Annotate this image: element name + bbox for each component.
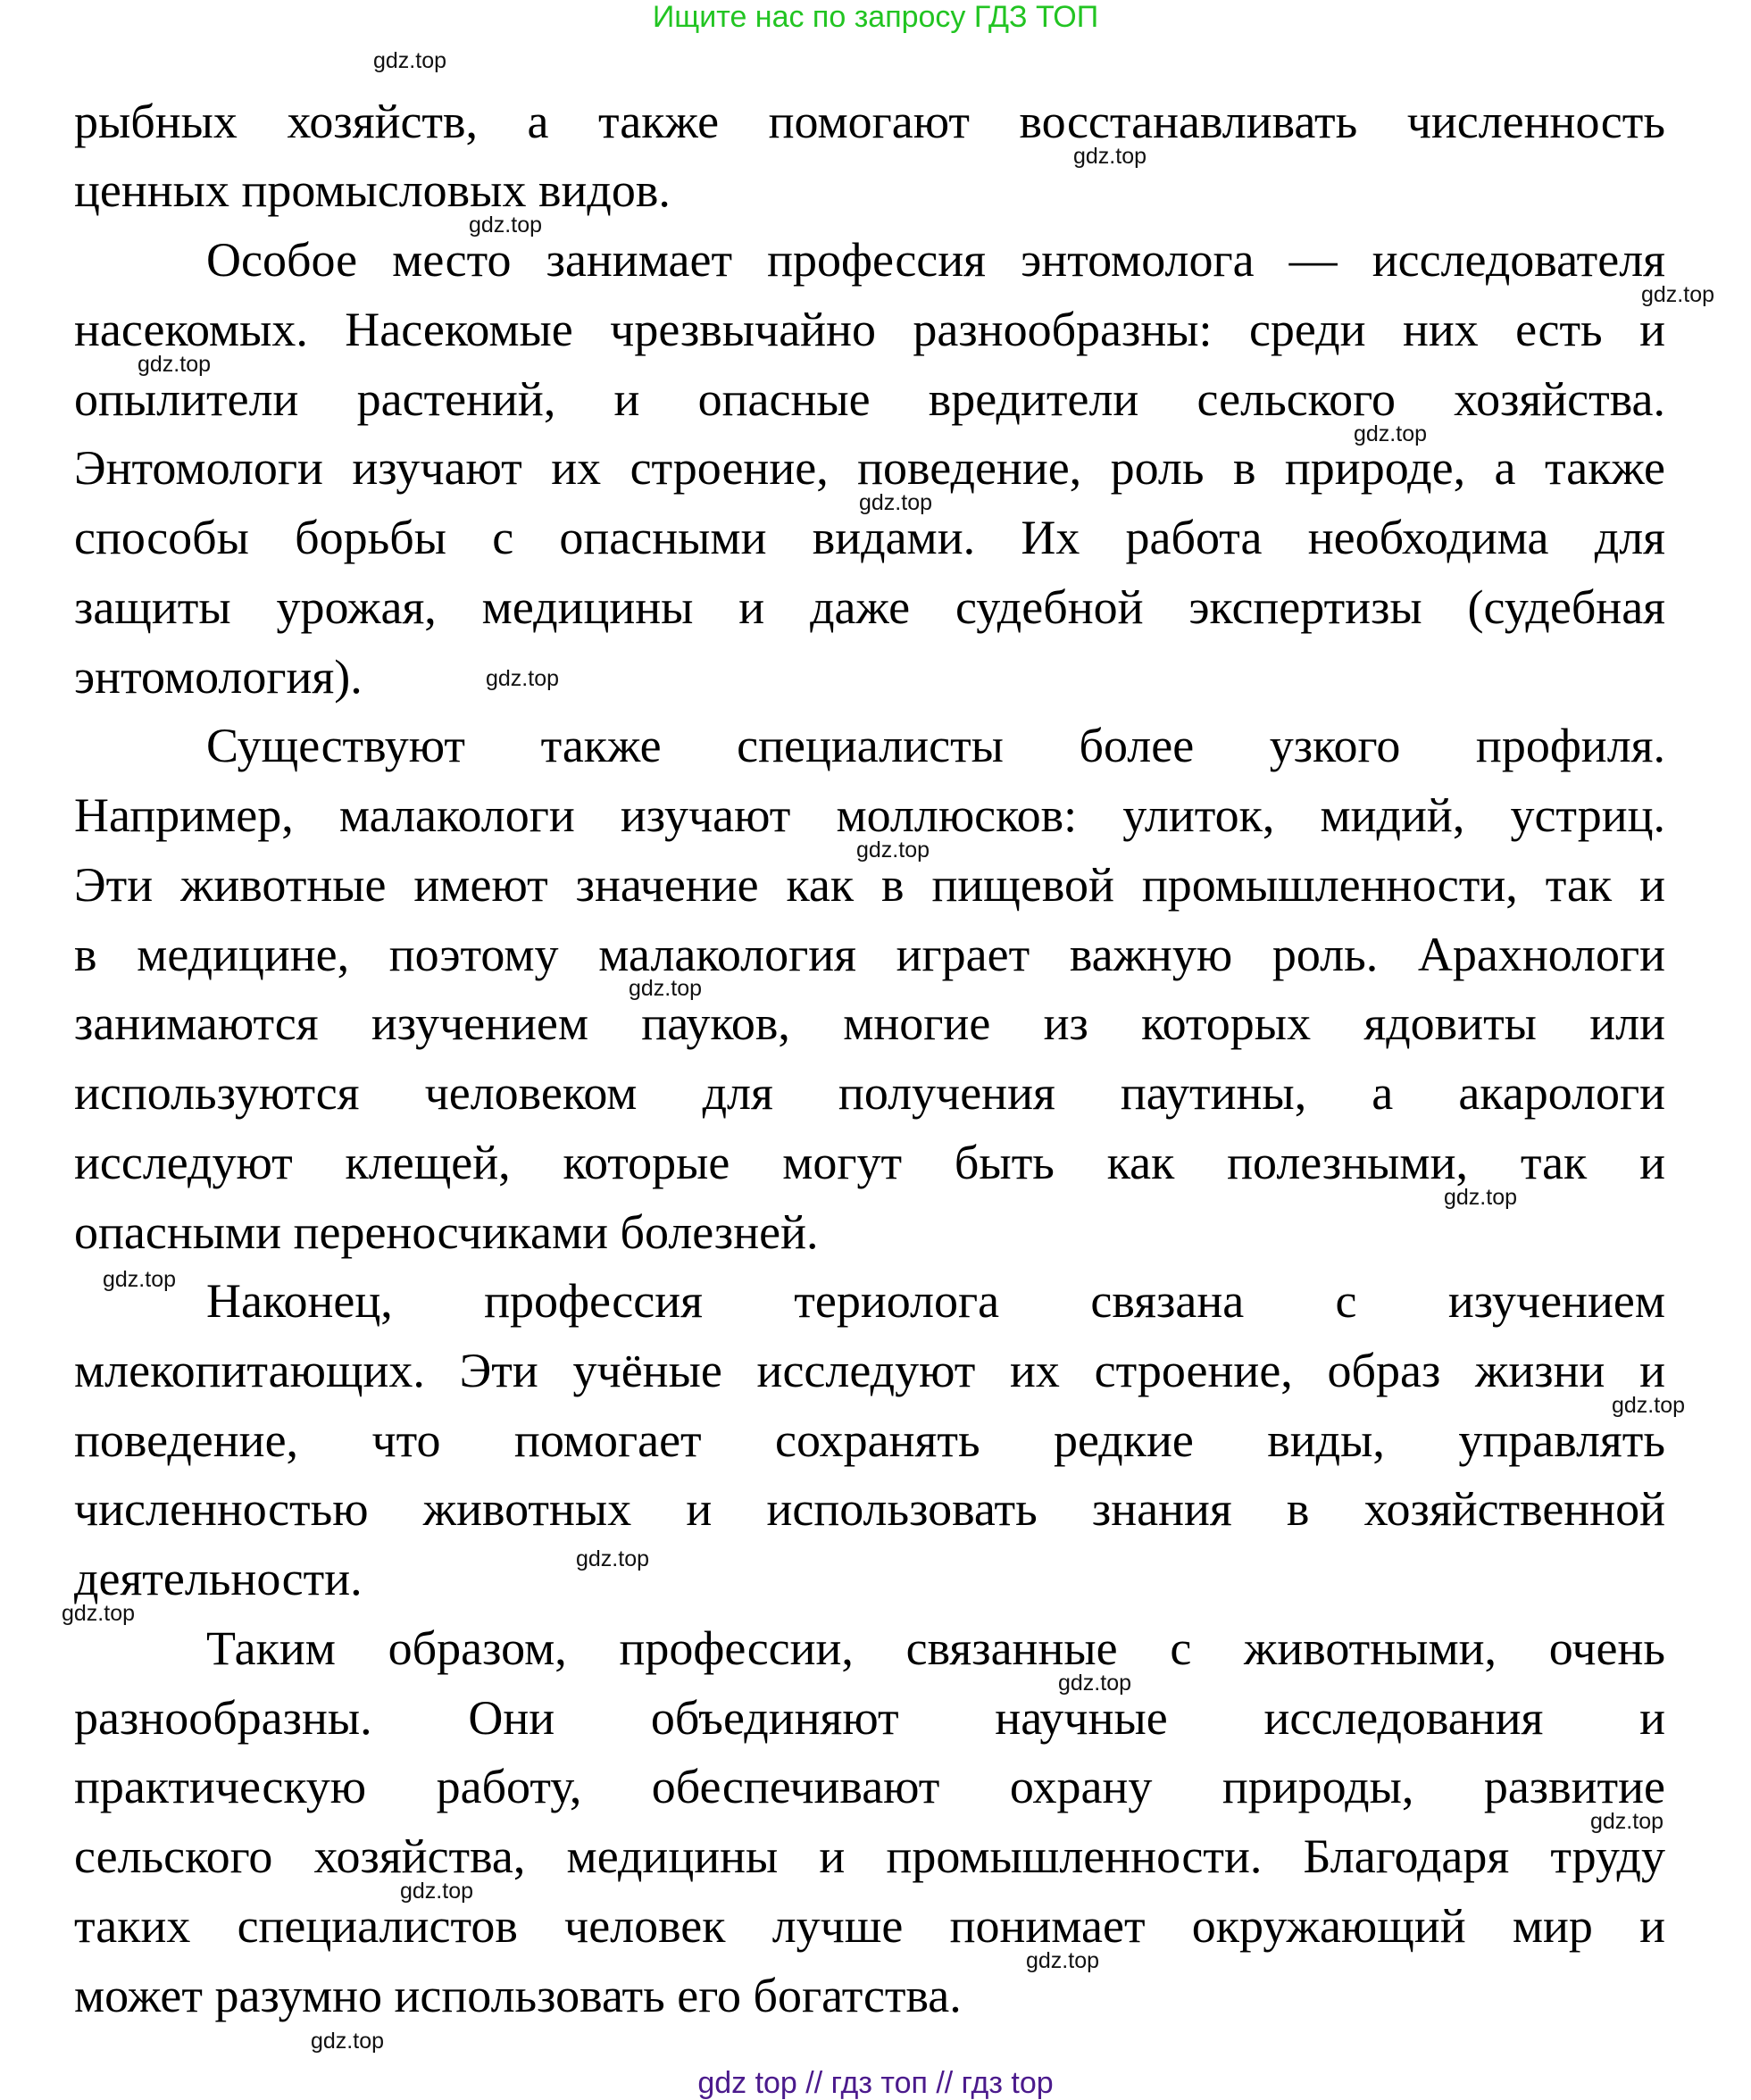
text-line: таких специалистов человек лучше понимает окружающий мир и (74, 1899, 1665, 1953)
watermark-text: gdz.top (469, 212, 543, 238)
watermark-text: gdz.top (576, 1546, 650, 1571)
footer-watermark: gdz top // гдз топ // гдз top (697, 2066, 1054, 2100)
watermark-text: gdz.top (629, 976, 703, 1001)
text-line: Эти животные имеют значение как в пищевой промышленности, так и (74, 858, 1665, 912)
watermark-text: gdz.top (103, 1267, 177, 1292)
watermark-text: gdz.top (859, 490, 933, 515)
text-line: защиты урожая, медицины и даже судебной экспертизы (судебная (74, 580, 1665, 634)
watermark-text: gdz.top (138, 352, 212, 377)
watermark-text: gdz.top (1354, 421, 1428, 446)
watermark-text: gdz.top (856, 838, 930, 862)
search-hint-banner: Ищите нас по запросу ГДЗ ТОП (652, 0, 1099, 34)
watermark-text: gdz.top (373, 48, 447, 73)
text-line: численностью животных и использовать знания в хозяйственной (74, 1482, 1665, 1536)
watermark-text: gdz.top (400, 1879, 474, 1904)
paragraph-first-line: Таким образом, профессии, связанные с животными, очень (206, 1621, 1665, 1675)
text-line: исследуют клещей, которые могут быть как полезными, так и (74, 1136, 1665, 1189)
text-line: рыбных хозяйств, а также помогают восстанавливать численность (74, 95, 1665, 148)
text-line: используются человеком для получения паутины, а акарологи (74, 1066, 1665, 1120)
watermark-text: gdz.top (1590, 1809, 1664, 1834)
text-line: деятельности. (74, 1552, 363, 1605)
watermark-text: gdz.top (1058, 1671, 1132, 1696)
watermark-text: gdz.top (62, 1601, 136, 1626)
text-line: разнообразны. Они объединяют научные исследования и (74, 1691, 1665, 1745)
text-line: млекопитающих. Эти учёные исследуют их строение, образ жизни и (74, 1344, 1665, 1397)
watermark-text: gdz.top (1073, 144, 1147, 169)
text-line: опасными переносчиками болезней. (74, 1205, 819, 1259)
text-line: занимаются изучением пауков, многие из которых ядовиты или (74, 996, 1665, 1050)
text-line: практическую работу, обеспечивают охрану природы, развитие (74, 1760, 1665, 1813)
text-line: сельского хозяйства, медицины и промышленности. Благодаря труду (74, 1829, 1665, 1883)
text-line: поведение, что помогает сохранять редкие виды, управлять (74, 1413, 1665, 1467)
paragraph-first-line: Наконец, профессия териолога связана с изучением (206, 1274, 1665, 1328)
text-line: способы борьбы с опасными видами. Их работа необходима для (74, 511, 1665, 564)
watermark-text: gdz.top (1026, 1948, 1100, 1973)
watermark-text: gdz.top (311, 2029, 385, 2054)
watermark-text: gdz.top (1641, 282, 1715, 307)
text-line: энтомология). (74, 650, 363, 704)
text-line: Например, малакологи изучают моллюсков: улиток, мидий, устриц. (74, 788, 1665, 842)
watermark-text: gdz.top (1444, 1185, 1518, 1210)
text-line: насекомых. Насекомые чрезвычайно разнообразны: среди них есть и (74, 303, 1665, 356)
paragraph-first-line: Особое место занимает профессия энтомолога — исследователя (206, 233, 1665, 287)
paragraph-first-line: Существуют также специалисты более узкого профиля. (206, 719, 1665, 772)
text-line: может разумно использовать его богатства. (74, 1969, 962, 2022)
text-line: в медицине, поэтому малакология играет важную роль. Арахнологи (74, 928, 1665, 981)
text-line: ценных промысловых видов. (74, 163, 671, 217)
text-line: Энтомологи изучают их строение, поведение, роль в природе, а также (74, 441, 1665, 495)
text-line: опылители растений, и опасные вредители сельского хозяйства. (74, 372, 1665, 426)
watermark-text: gdz.top (1612, 1393, 1686, 1418)
watermark-text: gdz.top (486, 666, 560, 691)
